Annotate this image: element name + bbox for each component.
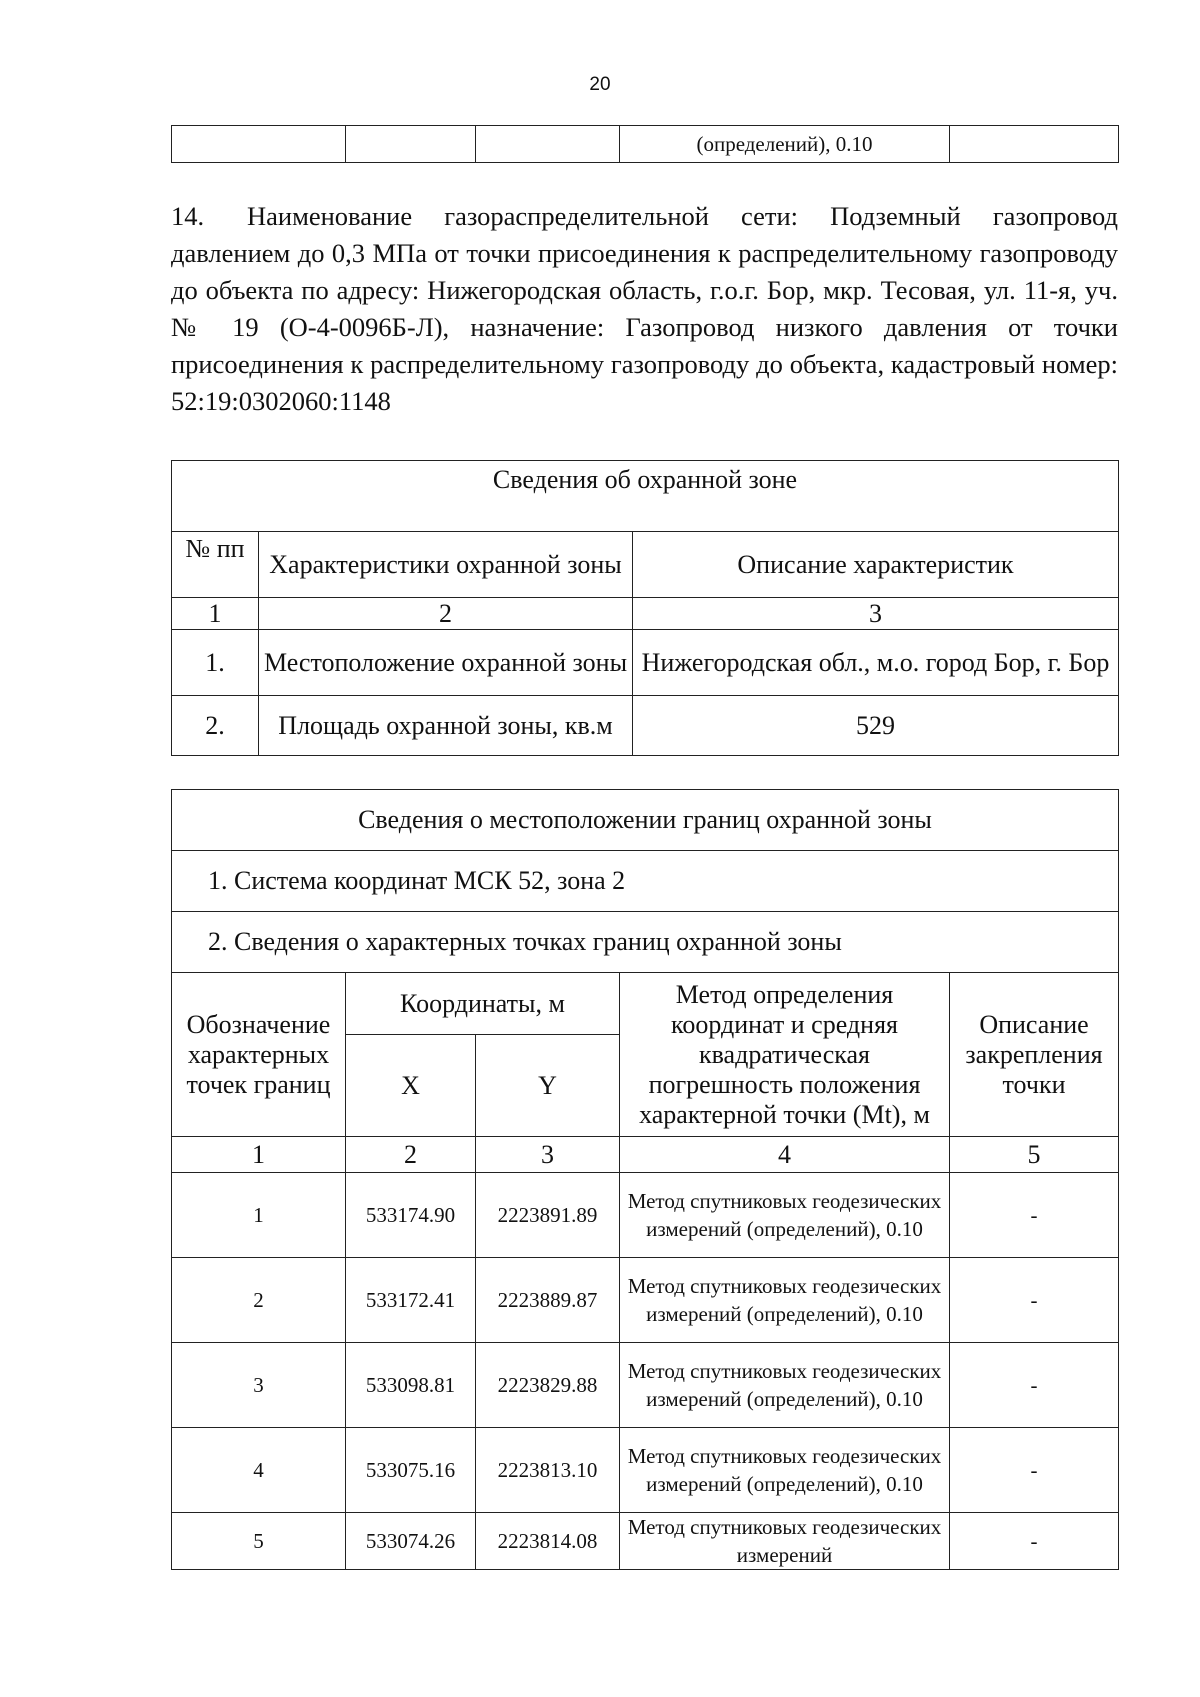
header-y: Y [476, 1035, 620, 1137]
table-title-row [172, 461, 1119, 532]
row-fixing: - [950, 1343, 1119, 1428]
table-cell: (определений), 0.10 [620, 126, 950, 163]
row-num: 2. [172, 696, 259, 756]
row-fixing: - [950, 1428, 1119, 1513]
table-row [172, 1343, 1119, 1428]
column-number: 3 [633, 598, 1119, 630]
column-number: 1 [172, 598, 259, 630]
row-y: 2223889.87 [476, 1258, 620, 1343]
row-description: Нижегородская обл., м.о. город Бор, г. Бор [633, 630, 1119, 696]
section-text: Наименование газораспределительной сети: Подземный газопровод давлением до 0,3 МПа от точки присоединения к распределительному газопроводу до объекта по адресу: Нижегородская область, г.о.г. Бор, мкр. Тесовая, ул. 11-я, уч. № 19 (О-4-0096Б-Л), назначение: Газопровод низкого давления от точки присоединения к распределительному газопроводу до объекта, кадастровый номер: 52:19:0302060:1148 [171, 201, 1118, 416]
table-cell [346, 126, 476, 163]
table-cell [950, 126, 1119, 163]
points-title: 2. Сведения о характерных точках границ охранной зоны [172, 912, 1119, 973]
header-num: № пп [172, 532, 259, 598]
row-y: 2223891.89 [476, 1173, 620, 1258]
table-row [172, 630, 1119, 696]
section-paragraph [171, 198, 1118, 420]
table-cell [476, 126, 620, 163]
column-number: 3 [476, 1137, 620, 1173]
row-x: 533174.90 [346, 1173, 476, 1258]
row-num: 1. [172, 630, 259, 696]
row-method: Метод спутниковых геодезических измерений [620, 1513, 950, 1570]
row-point: 4 [172, 1428, 346, 1513]
row-x: 533075.16 [346, 1428, 476, 1513]
row-point: 2 [172, 1258, 346, 1343]
table-header-row [172, 532, 1119, 598]
column-number: 2 [346, 1137, 476, 1173]
column-number-row [172, 598, 1119, 630]
row-method: Метод спутниковых геодезических измерений (определений), 0.10 [620, 1258, 950, 1343]
header-x: X [346, 1035, 476, 1137]
row-method: Метод спутниковых геодезических измерений (определений), 0.10 [620, 1343, 950, 1428]
column-number: 4 [620, 1137, 950, 1173]
header-designation: Обозначение характерных точек границ [172, 973, 346, 1137]
table-header-row [172, 973, 1119, 1035]
coordinates-table-title: Сведения о местоположении границ охранной зоны [172, 790, 1119, 851]
table-row [172, 1173, 1119, 1258]
table-row [172, 912, 1119, 973]
row-y: 2223813.10 [476, 1428, 620, 1513]
section-number: 14. [171, 201, 205, 231]
table-title-row [172, 790, 1119, 851]
continuation-table [171, 125, 1119, 163]
row-y: 2223829.88 [476, 1343, 620, 1428]
column-number: 5 [950, 1137, 1119, 1173]
header-coordinates: Координаты, м [346, 973, 620, 1035]
table-row [172, 1258, 1119, 1343]
header-characteristic: Характеристики охранной зоны [259, 532, 633, 598]
table-row [172, 126, 1119, 163]
table-row [172, 851, 1119, 912]
row-method: Метод спутниковых геодезических измерений (определений), 0.10 [620, 1173, 950, 1258]
column-number-row [172, 1137, 1119, 1173]
coordinates-table [171, 789, 1119, 1570]
zone-table-title: Сведения об охранной зоне [172, 461, 1119, 532]
row-y: 2223814.08 [476, 1513, 620, 1570]
table-cell [172, 126, 346, 163]
header-fixing: Описание закрепления точки [950, 973, 1119, 1137]
header-description: Описание характеристик [633, 532, 1119, 598]
page-number: 20 [589, 74, 611, 95]
table-row [172, 1428, 1119, 1513]
row-description: 529 [633, 696, 1119, 756]
row-x: 533172.41 [346, 1258, 476, 1343]
column-number: 2 [259, 598, 633, 630]
row-x: 533074.26 [346, 1513, 476, 1570]
row-characteristic: Площадь охранной зоны, кв.м [259, 696, 633, 756]
row-point: 1 [172, 1173, 346, 1258]
row-point: 3 [172, 1343, 346, 1428]
row-fixing: - [950, 1513, 1119, 1570]
table-row [172, 1513, 1119, 1570]
header-method: Метод определения координат и средняя квадратическая погрешность положения характерной точки (Mt), м [620, 973, 950, 1137]
row-fixing: - [950, 1258, 1119, 1343]
row-method: Метод спутниковых геодезических измерений (определений), 0.10 [620, 1428, 950, 1513]
row-fixing: - [950, 1173, 1119, 1258]
coordinate-system: 1. Система координат МСК 52, зона 2 [172, 851, 1119, 912]
row-characteristic: Местоположение охранной зоны [259, 630, 633, 696]
table-row [172, 696, 1119, 756]
row-x: 533098.81 [346, 1343, 476, 1428]
row-point: 5 [172, 1513, 346, 1570]
column-number: 1 [172, 1137, 346, 1173]
zone-table [171, 460, 1119, 756]
